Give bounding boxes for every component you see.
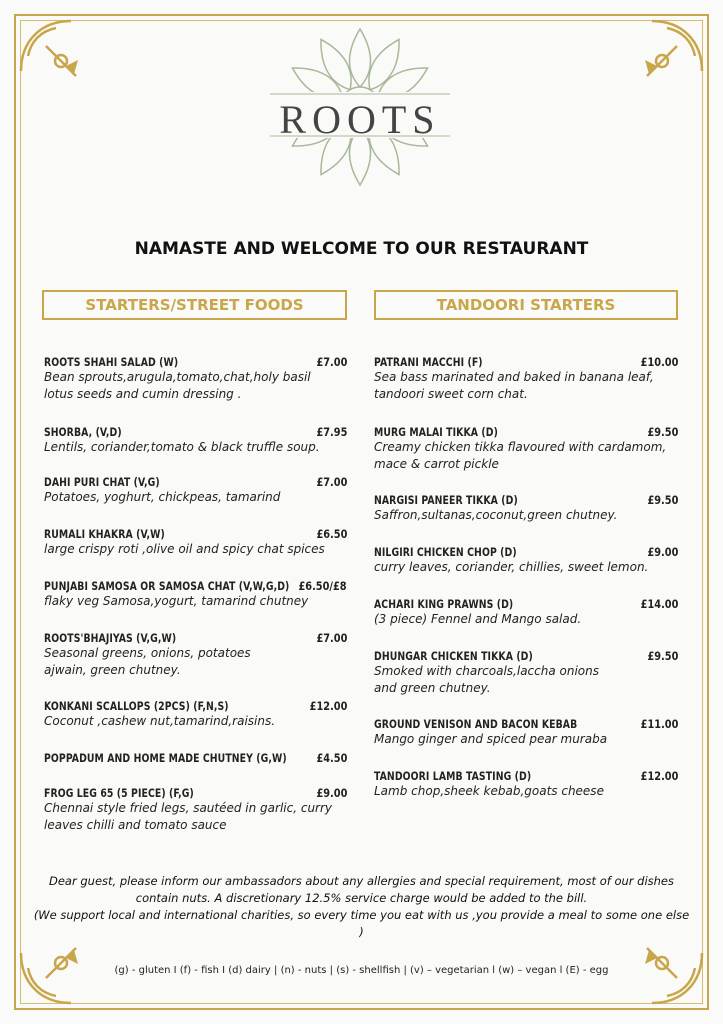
logo-text: ROOTS	[279, 97, 441, 142]
item-price: £6.50/£8	[298, 579, 347, 593]
menu-item	[44, 579, 347, 610]
item-name: GROUND VENISON AND BACON KEBAB	[374, 717, 578, 731]
item-name: TANDOORI LAMB TASTING (D)	[374, 769, 532, 783]
menu-item	[374, 597, 678, 628]
item-price: £9.00	[316, 786, 347, 800]
item-description: leaves chilli and tomato sauce	[44, 818, 227, 832]
footer-line: contain nuts. A discretionary 12.5% service charge would be added to the bill.	[135, 891, 588, 905]
item-price: £11.00	[640, 717, 678, 731]
item-description: Sea bass marinated and baked in banana leaf,	[374, 370, 654, 384]
item-name: SHORBA, (V,D)	[44, 425, 122, 439]
item-price: £14.00	[640, 597, 678, 611]
item-price: £9.50	[647, 649, 678, 663]
menu-item	[374, 769, 678, 800]
corner-ornament-icon	[637, 16, 707, 86]
item-price: £7.95	[316, 425, 347, 439]
item-name: ACHARI KING PRAWNS (D)	[374, 597, 514, 611]
menu-item	[44, 699, 347, 730]
item-name: PATRANI MACCHI (F)	[374, 355, 483, 369]
item-description: Seasonal greens, onions, potatoes	[44, 646, 251, 660]
item-description: (3 piece) Fennel and Mango salad.	[374, 612, 582, 626]
logo	[262, 24, 458, 190]
item-name: DHUNGAR CHICKEN TIKKA (D)	[374, 649, 533, 663]
item-description: Lentils, coriander,tomato & black truffle soup.	[44, 440, 320, 454]
menu-item	[374, 493, 678, 524]
item-price: £10.00	[640, 355, 678, 369]
item-price: £7.00	[316, 355, 347, 369]
item-description: ajwain, green chutney.	[44, 663, 181, 677]
tandoori-section-title: TANDOORI STARTERS	[374, 290, 678, 320]
menu-item	[374, 545, 678, 576]
footer-note	[30, 873, 693, 941]
item-description: mace & carrot pickle	[374, 457, 499, 471]
corner-ornament-icon	[16, 16, 86, 86]
item-description: Lamb chop,sheek kebab,goats cheese	[374, 784, 604, 798]
menu-item	[44, 355, 347, 403]
item-description: and green chutney.	[374, 681, 491, 695]
item-price: £12.00	[309, 699, 347, 713]
item-description: Creamy chicken tikka flavoured with cardamom,	[374, 440, 667, 454]
item-description: Chennai style fried legs, sautéed in garlic, curry	[44, 801, 333, 815]
menu-item	[374, 425, 678, 473]
item-description: curry leaves, coriander, chillies, sweet lemon.	[374, 560, 649, 574]
menu-item	[44, 425, 347, 456]
item-name: POPPADUM AND HOME MADE CHUTNEY (G,W)	[44, 751, 287, 765]
menu-item	[44, 786, 347, 834]
footer-line: (We support local and international charities, so every time you eat with us ,you provide a meal to some one else )	[33, 908, 690, 939]
item-name: ROOTS SHAHI SALAD (W)	[44, 355, 179, 369]
menu-item	[44, 475, 347, 506]
item-price: £9.50	[647, 425, 678, 439]
item-name: MURG MALAI TIKKA (D)	[374, 425, 498, 439]
item-description: Potatoes, yoghurt, chickpeas, tamarind	[44, 490, 281, 504]
item-price: £4.50	[316, 751, 347, 765]
item-description: Bean sprouts,arugula,tomato,chat,holy basil	[44, 370, 311, 384]
menu-item	[374, 355, 678, 403]
item-name: FROG LEG 65 (5 PIECE) (F,G)	[44, 786, 194, 800]
item-description: Smoked with charcoals,laccha onions	[374, 664, 600, 678]
item-name: RUMALI KHAKRA (V,W)	[44, 527, 165, 541]
item-name: NILGIRI CHICKEN CHOP (D)	[374, 545, 517, 559]
allergen-legend: (g) - gluten I (f) - fish I (d) dairy | (n) - nuts | (s) - shellfish | (v) – vegetarian l (w) – vegan l (E) - egg	[114, 965, 609, 976]
item-name: PUNJABI SAMOSA OR SAMOSA CHAT (V,W,G,D)	[44, 579, 290, 593]
menu-item	[44, 631, 347, 679]
item-price: £9.00	[647, 545, 678, 559]
item-name: NARGISI PANEER TIKKA (D)	[374, 493, 518, 507]
item-description: tandoori sweet corn chat.	[374, 387, 528, 401]
item-description: Saffron,sultanas,coconut,green chutney.	[374, 508, 618, 522]
menu-item	[374, 717, 678, 748]
menu-item	[374, 649, 678, 697]
item-description: Coconut ,cashew nut,tamarind,raisins.	[44, 714, 276, 728]
item-price: £12.00	[640, 769, 678, 783]
item-price: £6.50	[316, 527, 347, 541]
footer-line: Dear guest, please inform our ambassadors about any allergies and special requirement, most of our dishes	[49, 874, 674, 888]
item-price: £7.00	[316, 631, 347, 645]
item-description: lotus seeds and cumin dressing .	[44, 387, 242, 401]
item-price: £7.00	[316, 475, 347, 489]
item-name: ROOTS'BHAJIYAS (V,G,W)	[44, 631, 177, 645]
item-description: flaky veg Samosa,yogurt, tamarind chutney	[44, 594, 309, 608]
menu-item	[44, 751, 347, 765]
item-description: Mango ginger and spiced pear muraba	[374, 732, 608, 746]
item-name: KONKANI SCALLOPS (2PCS) (F,N,S)	[44, 699, 229, 713]
item-name: DAHI PURI CHAT (V,G)	[44, 475, 160, 489]
item-description: large crispy roti ,olive oil and spicy chat spices	[44, 542, 325, 556]
welcome-heading: NAMASTE AND WELCOME TO OUR RESTAURANT	[134, 239, 589, 259]
item-price: £9.50	[647, 493, 678, 507]
starters-section-title: STARTERS/STREET FOODS	[42, 290, 347, 320]
menu-item	[44, 527, 347, 558]
